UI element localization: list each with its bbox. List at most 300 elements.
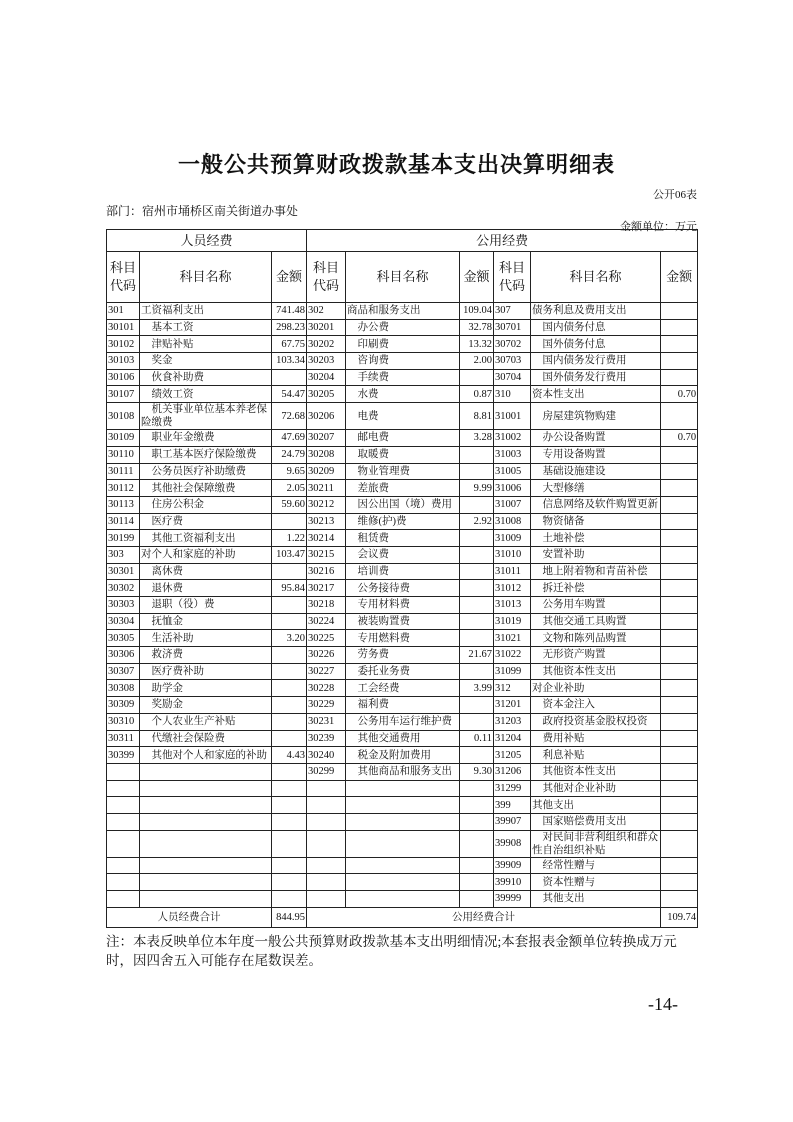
other-public-name-cell: 其他资本性支出 (531, 763, 661, 780)
other-public-code-cell: 31022 (494, 647, 531, 664)
goods-services-amount-cell: 0.87 (460, 386, 494, 403)
personnel-amount-cell: 59.60 (272, 496, 307, 513)
personnel-code-cell: 30111 (107, 463, 140, 480)
other-public-name-cell: 房屋建筑物购建 (531, 403, 661, 430)
goods-services-code-cell (307, 780, 346, 797)
table-row (107, 369, 698, 386)
goods-services-code-cell: 30231 (307, 713, 346, 730)
table-section (106, 229, 701, 970)
goods-services-amount-cell: 8.81 (460, 403, 494, 430)
other-public-amount-cell (661, 369, 698, 386)
goods-services-code-cell: 30224 (307, 613, 346, 630)
other-public-amount-cell (661, 680, 698, 697)
personnel-code-cell: 30109 (107, 430, 140, 447)
other-public-code-cell: 31013 (494, 597, 531, 614)
personnel-code-cell: 30301 (107, 563, 140, 580)
table-row (107, 480, 698, 497)
other-public-amount-cell (661, 697, 698, 714)
other-public-name-cell: 对企业补助 (531, 680, 661, 697)
personnel-amount-cell: 72.68 (272, 403, 307, 430)
page-number: -14- (648, 994, 678, 1014)
personnel-code-cell: 30305 (107, 630, 140, 647)
goods-services-code-cell: 30213 (307, 513, 346, 530)
goods-services-code-cell (307, 797, 346, 814)
personnel-amount-cell: 741.48 (272, 303, 307, 320)
other-public-name-cell: 资本性支出 (531, 386, 661, 403)
other-public-code-cell: 39999 (494, 891, 531, 908)
table-row (107, 730, 698, 747)
personnel-name-cell: 其他工资福利支出 (140, 530, 272, 547)
goods-services-name-cell: 维修(护)费 (346, 513, 460, 530)
goods-services-name-cell (346, 830, 460, 857)
other-public-amount-cell: 0.70 (661, 386, 698, 403)
personnel-code-cell: 30304 (107, 613, 140, 630)
goods-services-name-cell: 因公出国（境）费用 (346, 496, 460, 513)
personnel-amount-cell (272, 763, 307, 780)
table-row (107, 303, 698, 320)
goods-services-code-cell: 30217 (307, 580, 346, 597)
table-row (107, 663, 698, 680)
goods-services-code-cell: 30215 (307, 546, 346, 563)
personnel-name-cell: 助学金 (140, 680, 272, 697)
personnel-name-cell: 离休费 (140, 563, 272, 580)
table-row (107, 446, 698, 463)
other-public-name-cell: 文物和陈列品购置 (531, 630, 661, 647)
other-public-code-cell: 39909 (494, 857, 531, 874)
goods-services-amount-cell (460, 597, 494, 614)
goods-services-code-cell: 302 (307, 303, 346, 320)
goods-services-name-cell: 委托业务费 (346, 663, 460, 680)
personnel-code-cell: 30107 (107, 386, 140, 403)
table-row (107, 319, 698, 336)
personnel-amount-cell (272, 647, 307, 664)
goods-services-amount-cell (460, 713, 494, 730)
personnel-code-cell: 30309 (107, 697, 140, 714)
personnel-name-cell: 代缴社会保险费 (140, 730, 272, 747)
name-header: 科目名称 (531, 252, 661, 303)
goods-services-name-cell: 咨询费 (346, 353, 460, 370)
other-public-amount-cell (661, 730, 698, 747)
personnel-code-cell: 30110 (107, 446, 140, 463)
personnel-name-cell: 救济费 (140, 647, 272, 664)
goods-services-amount-cell (460, 697, 494, 714)
table-row (107, 546, 698, 563)
table-row (107, 857, 698, 874)
goods-services-name-cell: 税金及附加费用 (346, 747, 460, 764)
goods-services-name-cell: 其他交通费用 (346, 730, 460, 747)
personnel-name-cell: 住房公积金 (140, 496, 272, 513)
personnel-name-cell (140, 830, 272, 857)
goods-services-name-cell: 手续费 (346, 369, 460, 386)
personnel-name-cell: 抚恤金 (140, 613, 272, 630)
public-total-label: 公用经费合计 (307, 907, 661, 927)
personnel-name-cell (140, 813, 272, 830)
personnel-code-cell (107, 857, 140, 874)
table-row (107, 763, 698, 780)
goods-services-amount-cell (460, 580, 494, 597)
other-public-name-cell: 资本金注入 (531, 697, 661, 714)
goods-services-name-cell: 商品和服务支出 (346, 303, 460, 320)
goods-services-code-cell: 30240 (307, 747, 346, 764)
table-row (107, 336, 698, 353)
goods-services-amount-cell (460, 630, 494, 647)
personnel-amount-cell (272, 797, 307, 814)
other-public-amount-cell (661, 663, 698, 680)
table-row (107, 463, 698, 480)
personnel-amount-cell (272, 369, 307, 386)
other-public-amount-cell (661, 580, 698, 597)
other-public-amount-cell (661, 303, 698, 320)
goods-services-name-cell: 公务接待费 (346, 580, 460, 597)
personnel-amount-cell: 24.79 (272, 446, 307, 463)
table-row (107, 613, 698, 630)
other-public-code-cell: 31299 (494, 780, 531, 797)
other-public-amount-cell (661, 874, 698, 891)
personnel-amount-cell: 67.75 (272, 336, 307, 353)
other-public-name-cell: 无形资产购置 (531, 647, 661, 664)
goods-services-amount-cell (460, 797, 494, 814)
other-public-name-cell: 费用补贴 (531, 730, 661, 747)
other-public-amount-cell (661, 647, 698, 664)
goods-services-code-cell: 30214 (307, 530, 346, 547)
goods-services-code-cell: 30204 (307, 369, 346, 386)
goods-services-code-cell (307, 891, 346, 908)
other-public-name-cell: 其他交通工具购置 (531, 613, 661, 630)
personnel-name-cell: 基本工资 (140, 319, 272, 336)
goods-services-name-cell: 工会经费 (346, 680, 460, 697)
personnel-code-cell: 30101 (107, 319, 140, 336)
personnel-amount-cell (272, 857, 307, 874)
table-row (107, 353, 698, 370)
other-public-code-cell: 39910 (494, 874, 531, 891)
department-label: 部门：宿州市埇桥区南关街道办事处 (106, 204, 299, 218)
goods-services-code-cell: 30212 (307, 496, 346, 513)
personnel-code-cell: 30112 (107, 480, 140, 497)
personnel-name-cell: 工资福利支出 (140, 303, 272, 320)
other-public-name-cell: 债务利息及费用支出 (531, 303, 661, 320)
personnel-code-cell (107, 797, 140, 814)
expenditure-detail-table (106, 229, 698, 928)
other-public-code-cell: 31012 (494, 580, 531, 597)
personnel-code-cell (107, 780, 140, 797)
personnel-name-cell: 个人农业生产补贴 (140, 713, 272, 730)
other-public-amount-cell (661, 463, 698, 480)
goods-services-amount-cell (460, 813, 494, 830)
personnel-name-cell (140, 763, 272, 780)
goods-services-code-cell (307, 857, 346, 874)
personnel-code-cell (107, 830, 140, 857)
personnel-code-cell (107, 874, 140, 891)
name-header: 科目名称 (346, 252, 460, 303)
other-public-name-cell: 办公设备购置 (531, 430, 661, 447)
table-row (107, 597, 698, 614)
personnel-name-cell: 医疗费补助 (140, 663, 272, 680)
goods-services-name-cell: 专用燃料费 (346, 630, 460, 647)
other-public-code-cell: 30702 (494, 336, 531, 353)
other-public-amount-cell (661, 713, 698, 730)
personnel-amount-cell: 4.43 (272, 747, 307, 764)
code-header: 科目代码 (307, 252, 346, 303)
goods-services-name-cell (346, 891, 460, 908)
personnel-name-cell: 职工基本医疗保险缴费 (140, 446, 272, 463)
other-public-name-cell: 利息补贴 (531, 747, 661, 764)
goods-services-amount-cell (460, 780, 494, 797)
personnel-amount-cell (272, 780, 307, 797)
personnel-name-cell: 绩效工资 (140, 386, 272, 403)
personnel-name-cell (140, 797, 272, 814)
goods-services-code-cell: 30205 (307, 386, 346, 403)
personnel-amount-cell (272, 663, 307, 680)
other-public-amount-cell (661, 563, 698, 580)
goods-services-name-cell: 电费 (346, 403, 460, 430)
name-header: 科目名称 (140, 252, 272, 303)
other-public-name-cell: 资本性赠与 (531, 874, 661, 891)
goods-services-amount-cell: 3.28 (460, 430, 494, 447)
other-public-amount-cell (661, 763, 698, 780)
other-public-name-cell: 国家赔偿费用支出 (531, 813, 661, 830)
personnel-name-cell: 其他社会保障缴费 (140, 480, 272, 497)
personnel-code-cell: 30307 (107, 663, 140, 680)
personnel-code-cell: 303 (107, 546, 140, 563)
personnel-code-cell: 30308 (107, 680, 140, 697)
personnel-amount-cell (272, 813, 307, 830)
goods-services-code-cell: 30211 (307, 480, 346, 497)
other-public-amount-cell (661, 336, 698, 353)
table-row (107, 797, 698, 814)
personnel-amount-cell (272, 513, 307, 530)
goods-services-code-cell: 30202 (307, 336, 346, 353)
other-public-amount-cell (661, 530, 698, 547)
goods-services-code-cell: 30216 (307, 563, 346, 580)
personnel-amount-cell (272, 680, 307, 697)
other-public-code-cell: 31010 (494, 546, 531, 563)
table-row (107, 530, 698, 547)
other-public-name-cell: 其他资本性支出 (531, 663, 661, 680)
table-row (107, 513, 698, 530)
personnel-amount-cell: 95.84 (272, 580, 307, 597)
other-public-name-cell: 安置补助 (531, 546, 661, 563)
other-public-amount-cell (661, 630, 698, 647)
personnel-name-cell: 其他对个人和家庭的补助 (140, 747, 272, 764)
personnel-code-cell: 30108 (107, 403, 140, 430)
other-public-code-cell: 30704 (494, 369, 531, 386)
personnel-amount-cell (272, 713, 307, 730)
goods-services-amount-cell: 0.11 (460, 730, 494, 747)
other-public-name-cell: 其他对企业补助 (531, 780, 661, 797)
personnel-name-cell (140, 857, 272, 874)
page-title: 一般公共预算财政拨款基本支出决算明细表 (177, 152, 615, 177)
goods-services-code-cell: 30218 (307, 597, 346, 614)
amount-header: 金额 (460, 252, 494, 303)
goods-services-name-cell: 租赁费 (346, 530, 460, 547)
goods-services-code-cell: 30201 (307, 319, 346, 336)
other-public-name-cell: 经常性赠与 (531, 857, 661, 874)
personnel-name-cell (140, 874, 272, 891)
other-public-code-cell: 31005 (494, 463, 531, 480)
personnel-name-cell (140, 780, 272, 797)
other-public-name-cell: 大型修缮 (531, 480, 661, 497)
other-public-code-cell: 31204 (494, 730, 531, 747)
other-public-name-cell: 物资储备 (531, 513, 661, 530)
goods-services-name-cell: 专用材料费 (346, 597, 460, 614)
other-public-amount-cell (661, 891, 698, 908)
goods-services-code-cell: 30229 (307, 697, 346, 714)
personnel-total-label: 人员经费合计 (107, 907, 272, 927)
other-public-code-cell: 31008 (494, 513, 531, 530)
goods-services-amount-cell (460, 874, 494, 891)
other-public-code-cell: 31205 (494, 747, 531, 764)
goods-services-name-cell (346, 797, 460, 814)
goods-services-amount-cell (460, 747, 494, 764)
personnel-amount-cell (272, 891, 307, 908)
goods-services-code-cell: 30226 (307, 647, 346, 664)
table-row (107, 563, 698, 580)
other-public-amount-cell (661, 546, 698, 563)
goods-services-amount-cell (460, 857, 494, 874)
amount-unit-label: 金额单位：万元 (620, 221, 697, 233)
table-row (107, 891, 698, 908)
other-public-code-cell: 31099 (494, 663, 531, 680)
goods-services-amount-cell: 13.32 (460, 336, 494, 353)
other-public-code-cell: 31002 (494, 430, 531, 447)
goods-services-code-cell: 30228 (307, 680, 346, 697)
personnel-header: 人员经费 (107, 230, 307, 252)
goods-services-name-cell: 取暖费 (346, 446, 460, 463)
other-public-name-cell: 国内债务发行费用 (531, 353, 661, 370)
personnel-amount-cell: 103.47 (272, 546, 307, 563)
other-public-amount-cell (661, 353, 698, 370)
personnel-amount-cell (272, 597, 307, 614)
other-public-name-cell: 信息网络及软件购置更新 (531, 496, 661, 513)
personnel-code-cell: 30106 (107, 369, 140, 386)
personnel-code-cell: 30103 (107, 353, 140, 370)
other-public-name-cell: 国内债务付息 (531, 319, 661, 336)
goods-services-amount-cell: 3.99 (460, 680, 494, 697)
other-public-code-cell: 31011 (494, 563, 531, 580)
other-public-code-cell: 30703 (494, 353, 531, 370)
goods-services-amount-cell (460, 830, 494, 857)
table-row (107, 403, 698, 430)
goods-services-amount-cell (460, 891, 494, 908)
personnel-name-cell: 对个人和家庭的补助 (140, 546, 272, 563)
other-public-code-cell: 31203 (494, 713, 531, 730)
goods-services-amount-cell (460, 446, 494, 463)
other-public-amount-cell (661, 597, 698, 614)
personnel-name-cell: 退职（役）费 (140, 597, 272, 614)
other-public-amount-cell (661, 747, 698, 764)
goods-services-amount-cell (460, 463, 494, 480)
personnel-name-cell: 生活补助 (140, 630, 272, 647)
other-public-amount-cell (661, 480, 698, 497)
goods-services-amount-cell (460, 613, 494, 630)
goods-services-amount-cell (460, 546, 494, 563)
other-public-code-cell: 31009 (494, 530, 531, 547)
goods-services-name-cell: 水费 (346, 386, 460, 403)
other-public-code-cell: 31007 (494, 496, 531, 513)
personnel-code-cell: 301 (107, 303, 140, 320)
personnel-code-cell: 30306 (107, 647, 140, 664)
code-header: 科目代码 (107, 252, 140, 303)
goods-services-amount-cell: 32.78 (460, 319, 494, 336)
other-public-code-cell: 39908 (494, 830, 531, 857)
other-public-name-cell: 公务用车购置 (531, 597, 661, 614)
personnel-code-cell: 30199 (107, 530, 140, 547)
other-public-amount-cell (661, 780, 698, 797)
other-public-amount-cell (661, 857, 698, 874)
goods-services-code-cell: 30299 (307, 763, 346, 780)
other-public-code-cell: 31021 (494, 630, 531, 647)
personnel-name-cell: 奖金 (140, 353, 272, 370)
personnel-amount-cell: 47.69 (272, 430, 307, 447)
other-public-name-cell: 其他支出 (531, 797, 661, 814)
table-row (107, 830, 698, 857)
table-row (107, 874, 698, 891)
other-public-amount-cell (661, 446, 698, 463)
personnel-amount-cell (272, 697, 307, 714)
personnel-amount-cell (272, 830, 307, 857)
goods-services-code-cell: 30239 (307, 730, 346, 747)
personnel-code-cell: 30302 (107, 580, 140, 597)
goods-services-amount-cell (460, 530, 494, 547)
personnel-name-cell (140, 891, 272, 908)
goods-services-name-cell: 邮电费 (346, 430, 460, 447)
personnel-name-cell: 公务员医疗补助缴费 (140, 463, 272, 480)
personnel-amount-cell: 54.47 (272, 386, 307, 403)
goods-services-name-cell: 培训费 (346, 563, 460, 580)
personnel-amount-cell (272, 874, 307, 891)
table-row (107, 697, 698, 714)
personnel-name-cell: 奖励金 (140, 697, 272, 714)
goods-services-code-cell: 30225 (307, 630, 346, 647)
other-public-code-cell: 312 (494, 680, 531, 697)
other-public-name-cell: 拆迁补偿 (531, 580, 661, 597)
other-public-code-cell: 31003 (494, 446, 531, 463)
goods-services-amount-cell: 109.04 (460, 303, 494, 320)
other-public-code-cell: 31201 (494, 697, 531, 714)
goods-services-name-cell: 其他商品和服务支出 (346, 763, 460, 780)
other-public-code-cell: 30701 (494, 319, 531, 336)
goods-services-name-cell (346, 780, 460, 797)
form-number: 公开06表 (653, 189, 697, 201)
goods-services-code-cell: 30209 (307, 463, 346, 480)
other-public-name-cell: 国外债务发行费用 (531, 369, 661, 386)
goods-services-name-cell: 被装购置费 (346, 613, 460, 630)
amount-header: 金额 (272, 252, 307, 303)
goods-services-amount-cell: 2.00 (460, 353, 494, 370)
other-public-amount-cell (661, 797, 698, 814)
public-total-amount: 109.74 (661, 907, 698, 927)
personnel-name-cell: 职业年金缴费 (140, 430, 272, 447)
personnel-code-cell: 30114 (107, 513, 140, 530)
other-public-code-cell: 307 (494, 303, 531, 320)
goods-services-name-cell: 物业管理费 (346, 463, 460, 480)
table-row (107, 386, 698, 403)
totals-row (107, 907, 698, 927)
goods-services-name-cell (346, 857, 460, 874)
personnel-amount-cell (272, 730, 307, 747)
other-public-code-cell: 31019 (494, 613, 531, 630)
goods-services-name-cell: 公务用车运行维护费 (346, 713, 460, 730)
goods-services-name-cell: 印刷费 (346, 336, 460, 353)
goods-services-name-cell: 会议费 (346, 546, 460, 563)
other-public-code-cell: 39907 (494, 813, 531, 830)
table-row (107, 713, 698, 730)
goods-services-code-cell (307, 830, 346, 857)
goods-services-name-cell: 办公费 (346, 319, 460, 336)
goods-services-code-cell (307, 813, 346, 830)
personnel-code-cell: 30399 (107, 747, 140, 764)
other-public-name-cell: 政府投资基金股权投资 (531, 713, 661, 730)
